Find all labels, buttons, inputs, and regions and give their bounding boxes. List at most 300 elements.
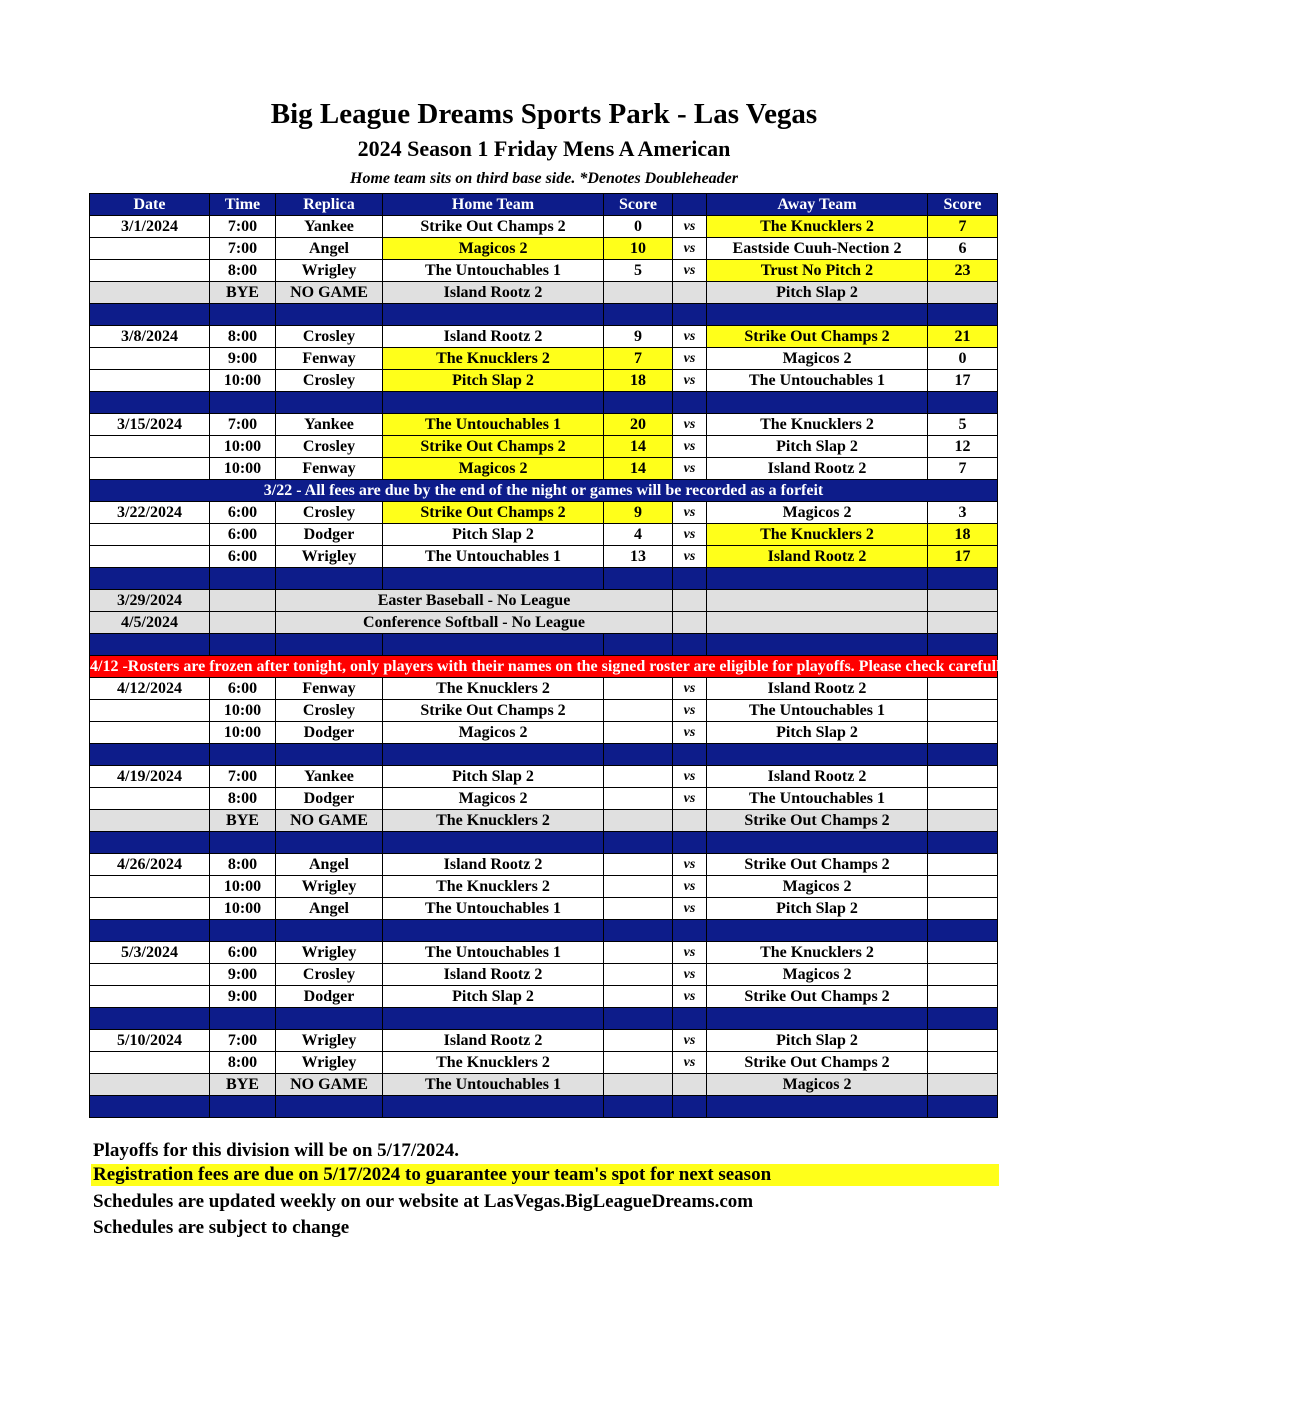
away-team-cell: [707, 590, 928, 612]
home-score-cell: [604, 854, 673, 876]
away-team-cell: Trust No Pitch 2: [707, 260, 928, 282]
replica-cell: Yankee: [276, 414, 383, 436]
replica-cell: Angel: [276, 238, 383, 260]
alert-text: 4/12 -Rosters are frozen after tonight, only players with their names on the signed roster are eligible for playoffs. Please check carefully as changes will not be made for omissions.: [90, 656, 998, 678]
table-row: [90, 414, 998, 436]
away-team-cell: Magicos 2: [707, 1074, 928, 1096]
away-team-cell: Pitch Slap 2: [707, 436, 928, 458]
time-cell: 8:00: [210, 788, 276, 810]
table-row: [90, 986, 998, 1008]
home-score-cell: [604, 942, 673, 964]
home-team-cell: Island Rootz 2: [383, 854, 604, 876]
home-team-cell: Magicos 2: [383, 458, 604, 480]
replica-cell: Wrigley: [276, 876, 383, 898]
home-team-cell: Pitch Slap 2: [383, 370, 604, 392]
replica-cell: NO GAME: [276, 282, 383, 304]
time-cell: 8:00: [210, 326, 276, 348]
vs-cell: vs: [673, 854, 707, 876]
table-row: [90, 436, 998, 458]
date-cell: [90, 788, 210, 810]
separator-cell: [90, 920, 210, 942]
footer-registration: Registration fees are due on 5/17/2024 to guarantee your team's spot for next season: [91, 1164, 999, 1186]
away-team-cell: Pitch Slap 2: [707, 898, 928, 920]
home-score-cell: 4: [604, 524, 673, 546]
date-cell: 5/10/2024: [90, 1030, 210, 1052]
replica-cell: Angel: [276, 898, 383, 920]
home-score-cell: 9: [604, 502, 673, 524]
table-row: [90, 766, 998, 788]
away-score-cell: 7: [928, 216, 998, 238]
schedule-body: [90, 216, 1299, 1118]
separator-cell: [928, 920, 998, 942]
home-score-cell: [604, 722, 673, 744]
date-cell: [90, 282, 210, 304]
separator-cell: [928, 304, 998, 326]
away-team-cell: Magicos 2: [707, 964, 928, 986]
no-league-text: Conference Softball - No League: [276, 612, 673, 634]
col-header-vs: [673, 194, 707, 216]
notice-text: 3/22 - All fees are due by the end of the night or games will be recorded as a forfeit: [90, 480, 998, 502]
replica-cell: Crosley: [276, 502, 383, 524]
home-team-cell: The Untouchables 1: [383, 260, 604, 282]
separator-cell: [210, 1096, 276, 1118]
home-score-cell: 18: [604, 370, 673, 392]
separator-cell: [707, 1008, 928, 1030]
date-cell: [90, 700, 210, 722]
table-row: [90, 238, 998, 260]
date-cell: 5/3/2024: [90, 942, 210, 964]
home-score-cell: [604, 766, 673, 788]
separator-cell: [276, 392, 383, 414]
separator-cell: [90, 1096, 210, 1118]
bye-row: [90, 282, 998, 304]
away-score-cell: [928, 612, 998, 634]
time-cell: 10:00: [210, 436, 276, 458]
away-score-cell: [928, 590, 998, 612]
separator-cell: [210, 568, 276, 590]
separator-cell: [707, 634, 928, 656]
replica-cell: Fenway: [276, 348, 383, 370]
home-team-cell: The Knucklers 2: [383, 678, 604, 700]
home-team-cell: Pitch Slap 2: [383, 766, 604, 788]
table-row: [90, 1030, 998, 1052]
separator-cell: [707, 744, 928, 766]
away-score-cell: 12: [928, 436, 998, 458]
separator-cell: [604, 634, 673, 656]
home-score-cell: [604, 876, 673, 898]
away-score-cell: [928, 766, 998, 788]
time-cell: 7:00: [210, 238, 276, 260]
home-team-cell: The Untouchables 1: [383, 414, 604, 436]
vs-cell: vs: [673, 238, 707, 260]
vs-cell: vs: [673, 942, 707, 964]
separator-cell: [210, 744, 276, 766]
table-row: [90, 260, 998, 282]
separator-cell: [210, 920, 276, 942]
vs-cell: [673, 810, 707, 832]
separator-cell: [383, 304, 604, 326]
away-team-cell: Magicos 2: [707, 502, 928, 524]
date-cell: [90, 370, 210, 392]
date-cell: [90, 986, 210, 1008]
time-cell: BYE: [210, 810, 276, 832]
time-cell: 9:00: [210, 348, 276, 370]
away-score-cell: [928, 854, 998, 876]
separator-cell: [276, 920, 383, 942]
no-league-row: [90, 612, 998, 634]
date-cell: [90, 964, 210, 986]
away-score-cell: 23: [928, 260, 998, 282]
away-score-cell: [928, 986, 998, 1008]
time-cell: 10:00: [210, 722, 276, 744]
home-score-cell: [604, 282, 673, 304]
separator-row: [90, 568, 998, 590]
separator-cell: [673, 744, 707, 766]
table-row: [90, 964, 998, 986]
table-row: [90, 700, 998, 722]
separator-cell: [928, 832, 998, 854]
replica-cell: NO GAME: [276, 1074, 383, 1096]
replica-cell: Dodger: [276, 524, 383, 546]
bye-row: [90, 810, 998, 832]
date-cell: [90, 238, 210, 260]
replica-cell: Yankee: [276, 766, 383, 788]
col-header-date: Date: [90, 194, 210, 216]
separator-cell: [90, 568, 210, 590]
table-header-row: [90, 194, 998, 216]
table-row: [90, 876, 998, 898]
table-row: [90, 546, 998, 568]
away-team-cell: Magicos 2: [707, 876, 928, 898]
away-score-cell: [928, 1030, 998, 1052]
separator-cell: [673, 920, 707, 942]
table-row: [90, 216, 998, 238]
date-cell: [90, 260, 210, 282]
table-row: [90, 788, 998, 810]
vs-cell: vs: [673, 260, 707, 282]
separator-cell: [928, 744, 998, 766]
home-team-cell: Strike Out Champs 2: [383, 700, 604, 722]
table-row: [90, 458, 998, 480]
away-team-cell: Strike Out Champs 2: [707, 986, 928, 1008]
separator-row: [90, 744, 998, 766]
empty-cell: [673, 612, 707, 634]
home-team-cell: The Untouchables 1: [383, 942, 604, 964]
home-score-cell: 20: [604, 414, 673, 436]
table-row: [90, 898, 998, 920]
away-score-cell: [928, 1052, 998, 1074]
replica-cell: Crosley: [276, 370, 383, 392]
separator-cell: [604, 392, 673, 414]
home-score-cell: [604, 678, 673, 700]
replica-cell: Fenway: [276, 458, 383, 480]
table-row: [90, 942, 998, 964]
replica-cell: Wrigley: [276, 1030, 383, 1052]
separator-cell: [90, 392, 210, 414]
col-header-home-team: Home Team: [383, 194, 604, 216]
col-header-replica: Replica: [276, 194, 383, 216]
date-cell: [90, 722, 210, 744]
separator-cell: [383, 832, 604, 854]
away-team-cell: Pitch Slap 2: [707, 282, 928, 304]
separator-cell: [707, 392, 928, 414]
time-cell: 6:00: [210, 546, 276, 568]
home-score-cell: [604, 810, 673, 832]
home-team-cell: Island Rootz 2: [383, 1030, 604, 1052]
separator-cell: [276, 1096, 383, 1118]
date-cell: [90, 898, 210, 920]
separator-cell: [673, 568, 707, 590]
separator-cell: [276, 744, 383, 766]
replica-cell: Yankee: [276, 216, 383, 238]
away-team-cell: Strike Out Champs 2: [707, 810, 928, 832]
home-team-cell: Island Rootz 2: [383, 326, 604, 348]
time-cell: 6:00: [210, 524, 276, 546]
home-score-cell: 10: [604, 238, 673, 260]
separator-cell: [673, 1008, 707, 1030]
vs-cell: vs: [673, 766, 707, 788]
vs-cell: vs: [673, 436, 707, 458]
date-cell: 4/26/2024: [90, 854, 210, 876]
separator-cell: [276, 1008, 383, 1030]
replica-cell: Wrigley: [276, 546, 383, 568]
separator-cell: [928, 1096, 998, 1118]
home-team-cell: Strike Out Champs 2: [383, 436, 604, 458]
separator-cell: [90, 1008, 210, 1030]
away-team-cell: Island Rootz 2: [707, 546, 928, 568]
separator-cell: [383, 1096, 604, 1118]
away-score-cell: 3: [928, 502, 998, 524]
away-score-cell: [928, 678, 998, 700]
separator-row: [90, 1008, 998, 1030]
replica-cell: Wrigley: [276, 260, 383, 282]
separator-cell: [673, 1096, 707, 1118]
bye-row: [90, 1074, 998, 1096]
vs-cell: vs: [673, 216, 707, 238]
away-team-cell: The Untouchables 1: [707, 700, 928, 722]
vs-cell: vs: [673, 986, 707, 1008]
separator-cell: [707, 1096, 928, 1118]
separator-cell: [210, 832, 276, 854]
vs-cell: vs: [673, 1030, 707, 1052]
separator-cell: [383, 1008, 604, 1030]
replica-cell: Dodger: [276, 986, 383, 1008]
separator-cell: [604, 304, 673, 326]
separator-cell: [928, 392, 998, 414]
home-score-cell: [604, 788, 673, 810]
vs-cell: vs: [673, 1052, 707, 1074]
home-team-cell: The Knucklers 2: [383, 876, 604, 898]
vs-cell: vs: [673, 678, 707, 700]
home-score-cell: [604, 964, 673, 986]
separator-row: [90, 1096, 998, 1118]
table-row: [90, 370, 998, 392]
separator-cell: [383, 568, 604, 590]
date-cell: [90, 458, 210, 480]
separator-row: [90, 634, 998, 656]
separator-cell: [383, 744, 604, 766]
vs-cell: vs: [673, 700, 707, 722]
date-cell: [90, 546, 210, 568]
away-team-cell: The Knucklers 2: [707, 216, 928, 238]
notice-row: [90, 480, 998, 502]
separator-cell: [673, 634, 707, 656]
time-cell: BYE: [210, 282, 276, 304]
home-team-cell: Pitch Slap 2: [383, 986, 604, 1008]
home-score-cell: 5: [604, 260, 673, 282]
replica-cell: NO GAME: [276, 810, 383, 832]
home-team-cell: Strike Out Champs 2: [383, 216, 604, 238]
separator-cell: [673, 304, 707, 326]
time-cell: 10:00: [210, 898, 276, 920]
vs-cell: vs: [673, 898, 707, 920]
vs-cell: vs: [673, 964, 707, 986]
away-score-cell: 18: [928, 524, 998, 546]
separator-cell: [604, 568, 673, 590]
home-score-cell: 7: [604, 348, 673, 370]
away-score-cell: [928, 700, 998, 722]
col-header-home-score: Score: [604, 194, 673, 216]
separator-cell: [707, 568, 928, 590]
table-row: [90, 524, 998, 546]
vs-cell: vs: [673, 326, 707, 348]
vs-cell: vs: [673, 370, 707, 392]
separator-cell: [210, 634, 276, 656]
replica-cell: Dodger: [276, 788, 383, 810]
away-team-cell: Island Rootz 2: [707, 458, 928, 480]
time-cell: 6:00: [210, 502, 276, 524]
home-team-cell: The Knucklers 2: [383, 810, 604, 832]
vs-cell: vs: [673, 458, 707, 480]
away-team-cell: The Untouchables 1: [707, 788, 928, 810]
no-league-text: Easter Baseball - No League: [276, 590, 673, 612]
time-cell: 10:00: [210, 458, 276, 480]
vs-cell: vs: [673, 546, 707, 568]
footer-playoffs: Playoffs for this division will be on 5/17/2024.: [93, 1140, 459, 1161]
home-score-cell: [604, 1052, 673, 1074]
footer-website: Schedules are updated weekly on our website at LasVegas.BigLeagueDreams.com: [93, 1191, 754, 1212]
time-cell: [210, 612, 276, 634]
vs-cell: vs: [673, 524, 707, 546]
away-score-cell: 5: [928, 414, 998, 436]
separator-row: [90, 832, 998, 854]
separator-cell: [90, 744, 210, 766]
date-cell: [90, 1074, 210, 1096]
replica-cell: Crosley: [276, 326, 383, 348]
col-header-away-score: Score: [928, 194, 998, 216]
away-score-cell: 0: [928, 348, 998, 370]
away-score-cell: [928, 810, 998, 832]
date-cell: [90, 348, 210, 370]
home-score-cell: [604, 898, 673, 920]
home-team-cell: Island Rootz 2: [383, 282, 604, 304]
date-cell: 3/8/2024: [90, 326, 210, 348]
separator-cell: [383, 392, 604, 414]
time-cell: 7:00: [210, 766, 276, 788]
time-cell: 6:00: [210, 678, 276, 700]
page-subtitle: 2024 Season 1 Friday Mens A American: [357, 136, 731, 161]
date-cell: [90, 436, 210, 458]
col-header-time: Time: [210, 194, 276, 216]
separator-row: [90, 920, 998, 942]
separator-cell: [210, 304, 276, 326]
separator-cell: [383, 634, 604, 656]
away-score-cell: [928, 282, 998, 304]
date-cell: [90, 810, 210, 832]
table-row: [90, 1052, 998, 1074]
time-cell: 8:00: [210, 260, 276, 282]
no-league-row: [90, 590, 998, 612]
home-team-cell: Magicos 2: [383, 722, 604, 744]
separator-cell: [604, 832, 673, 854]
away-score-cell: [928, 942, 998, 964]
table-row: [90, 678, 998, 700]
date-cell: [90, 1052, 210, 1074]
separator-cell: [90, 304, 210, 326]
home-score-cell: 9: [604, 326, 673, 348]
home-team-cell: Magicos 2: [383, 238, 604, 260]
away-team-cell: The Untouchables 1: [707, 370, 928, 392]
table-row: [90, 326, 998, 348]
away-team-cell: Pitch Slap 2: [707, 1030, 928, 1052]
replica-cell: Wrigley: [276, 942, 383, 964]
separator-row: [90, 392, 998, 414]
replica-cell: Crosley: [276, 964, 383, 986]
empty-cell: [673, 590, 707, 612]
time-cell: BYE: [210, 1074, 276, 1096]
time-cell: 10:00: [210, 876, 276, 898]
vs-cell: vs: [673, 348, 707, 370]
separator-cell: [90, 832, 210, 854]
away-team-cell: The Knucklers 2: [707, 524, 928, 546]
header-note: Home team sits on third base side. *Denotes Doubleheader: [350, 170, 738, 187]
date-cell: [90, 876, 210, 898]
page-title: Big League Dreams Sports Park - Las Vegas: [270, 98, 818, 130]
date-cell: 3/15/2024: [90, 414, 210, 436]
separator-cell: [707, 832, 928, 854]
separator-cell: [673, 832, 707, 854]
col-header-away-team: Away Team: [707, 194, 928, 216]
away-score-cell: [928, 1074, 998, 1096]
home-score-cell: [604, 986, 673, 1008]
separator-cell: [90, 634, 210, 656]
separator-cell: [604, 920, 673, 942]
vs-cell: vs: [673, 876, 707, 898]
replica-cell: Crosley: [276, 436, 383, 458]
table-row: [90, 502, 998, 524]
home-team-cell: Pitch Slap 2: [383, 524, 604, 546]
vs-cell: vs: [673, 788, 707, 810]
away-team-cell: Pitch Slap 2: [707, 722, 928, 744]
away-team-cell: The Knucklers 2: [707, 942, 928, 964]
separator-cell: [707, 920, 928, 942]
replica-cell: Fenway: [276, 678, 383, 700]
away-score-cell: [928, 876, 998, 898]
replica-cell: Angel: [276, 854, 383, 876]
home-score-cell: 14: [604, 458, 673, 480]
separator-cell: [604, 1096, 673, 1118]
home-score-cell: 14: [604, 436, 673, 458]
home-team-cell: Magicos 2: [383, 788, 604, 810]
time-cell: 7:00: [210, 216, 276, 238]
away-team-cell: Magicos 2: [707, 348, 928, 370]
away-score-cell: [928, 788, 998, 810]
vs-cell: vs: [673, 502, 707, 524]
separator-cell: [276, 832, 383, 854]
home-team-cell: Island Rootz 2: [383, 964, 604, 986]
separator-cell: [707, 304, 928, 326]
time-cell: 10:00: [210, 370, 276, 392]
